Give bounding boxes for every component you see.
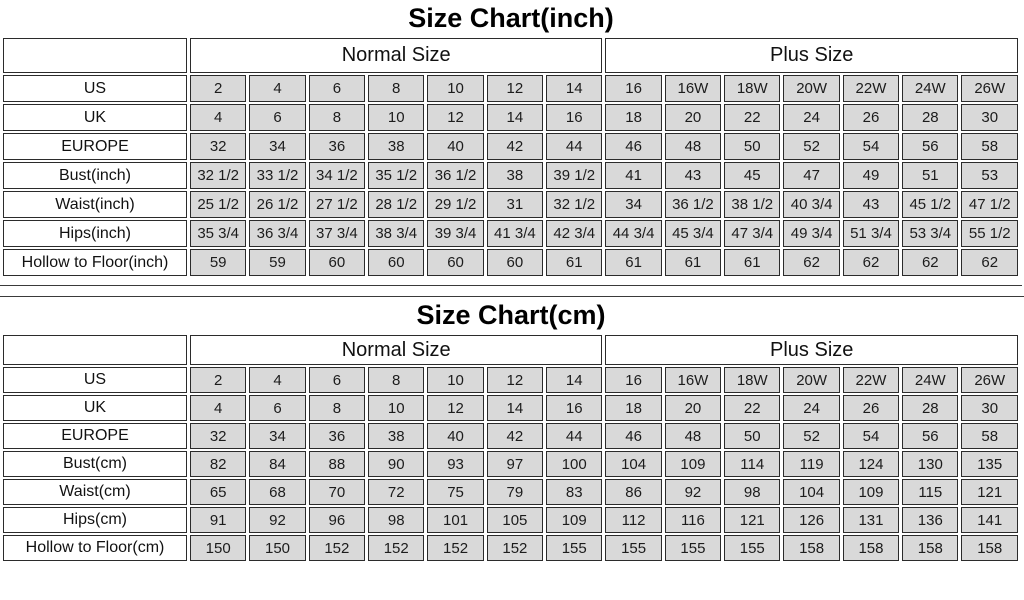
size-cell: 152 [427, 535, 483, 561]
size-cell: 18W [724, 75, 780, 102]
size-cell: 47 [783, 162, 839, 189]
size-cell: 18W [724, 367, 780, 393]
row-label: Waist(cm) [3, 479, 187, 505]
size-cell: 56 [902, 423, 958, 449]
size-cell: 31 [487, 191, 543, 218]
size-cell: 29 1/2 [427, 191, 483, 218]
size-cell: 38 [487, 162, 543, 189]
size-cell: 34 [249, 133, 305, 160]
size-cell: 109 [546, 507, 602, 533]
table-row [3, 423, 1018, 449]
size-cell: 155 [665, 535, 721, 561]
table-row [3, 220, 1018, 247]
size-cell: 26 [843, 395, 899, 421]
size-cell: 45 [724, 162, 780, 189]
size-cell: 35 3/4 [190, 220, 246, 247]
size-cell: 58 [961, 133, 1018, 160]
size-cell: 96 [309, 507, 365, 533]
size-cell: 109 [665, 451, 721, 477]
size-cell: 16 [605, 367, 661, 393]
size-cell: 8 [368, 367, 424, 393]
size-cell: 35 1/2 [368, 162, 424, 189]
size-cell: 33 1/2 [249, 162, 305, 189]
size-cell: 22 [724, 104, 780, 131]
size-cell: 12 [487, 75, 543, 102]
size-cell: 93 [427, 451, 483, 477]
size-cell: 55 1/2 [961, 220, 1018, 247]
size-cell: 22W [843, 367, 899, 393]
size-cell: 53 3/4 [902, 220, 958, 247]
size-cell: 25 1/2 [190, 191, 246, 218]
size-cell: 50 [724, 133, 780, 160]
size-cell: 61 [665, 249, 721, 276]
size-cell: 26 1/2 [249, 191, 305, 218]
size-cell: 18 [605, 395, 661, 421]
size-cell: 30 [961, 395, 1018, 421]
size-cell: 61 [724, 249, 780, 276]
size-cell: 152 [368, 535, 424, 561]
size-cell: 20W [783, 367, 839, 393]
size-cell: 14 [546, 75, 602, 102]
size-cell: 38 3/4 [368, 220, 424, 247]
size-cell: 98 [724, 479, 780, 505]
size-cell: 32 [190, 423, 246, 449]
size-cell: 65 [190, 479, 246, 505]
row-label: UK [3, 104, 187, 131]
size-cell: 10 [368, 104, 424, 131]
size-cell: 59 [190, 249, 246, 276]
size-cell: 46 [605, 133, 661, 160]
size-cell: 38 [368, 423, 424, 449]
size-cell: 98 [368, 507, 424, 533]
size-cell: 10 [368, 395, 424, 421]
size-cell: 39 1/2 [546, 162, 602, 189]
size-cell: 16 [546, 395, 602, 421]
size-cell: 27 1/2 [309, 191, 365, 218]
size-cell: 62 [961, 249, 1018, 276]
size-cell: 14 [487, 395, 543, 421]
size-cell: 46 [605, 423, 661, 449]
table-row [3, 367, 1018, 393]
size-cell: 16 [605, 75, 661, 102]
row-label: UK [3, 395, 187, 421]
table-row [3, 162, 1018, 189]
row-label: US [3, 367, 187, 393]
size-chart-cm-title: Size Chart(cm) [416, 300, 606, 330]
size-cell: 26W [961, 367, 1018, 393]
row-label: Hollow to Floor(inch) [3, 249, 187, 276]
size-cell: 150 [190, 535, 246, 561]
size-cell: 34 1/2 [309, 162, 365, 189]
corner-cell [3, 335, 187, 365]
size-cell: 2 [190, 367, 246, 393]
size-cell: 141 [961, 507, 1018, 533]
size-cell: 37 3/4 [309, 220, 365, 247]
size-cell: 45 3/4 [665, 220, 721, 247]
size-cell: 12 [487, 367, 543, 393]
size-cell: 8 [368, 75, 424, 102]
size-cell: 72 [368, 479, 424, 505]
size-cell: 104 [783, 479, 839, 505]
size-cell: 24W [902, 75, 958, 102]
size-cell: 109 [843, 479, 899, 505]
size-cell: 48 [665, 423, 721, 449]
size-cell: 116 [665, 507, 721, 533]
size-cell: 158 [961, 535, 1018, 561]
size-cell: 112 [605, 507, 661, 533]
size-chart-inch-title: Size Chart(inch) [408, 3, 614, 33]
size-cell: 43 [843, 191, 899, 218]
row-label: Hollow to Floor(cm) [3, 535, 187, 561]
size-cell: 42 3/4 [546, 220, 602, 247]
size-cell: 61 [605, 249, 661, 276]
size-chart-inch-table [0, 36, 1021, 278]
size-cell: 62 [902, 249, 958, 276]
size-cell: 24 [783, 104, 839, 131]
size-cell: 24W [902, 367, 958, 393]
table-row [3, 249, 1018, 276]
size-cell: 32 1/2 [546, 191, 602, 218]
size-cell: 59 [249, 249, 305, 276]
size-cell: 56 [902, 133, 958, 160]
group-header-row [3, 335, 1018, 365]
size-cell: 2 [190, 75, 246, 102]
size-cell: 28 [902, 104, 958, 131]
size-cell: 61 [546, 249, 602, 276]
size-cell: 44 [546, 423, 602, 449]
size-cell: 58 [961, 423, 1018, 449]
size-cell: 26 [843, 104, 899, 131]
row-label: EUROPE [3, 423, 187, 449]
size-cell: 50 [724, 423, 780, 449]
size-cell: 28 [902, 395, 958, 421]
size-cell: 6 [309, 75, 365, 102]
size-cell: 36 3/4 [249, 220, 305, 247]
table-row [3, 395, 1018, 421]
size-cell: 36 [309, 423, 365, 449]
table-row [3, 535, 1018, 561]
table-row [3, 191, 1018, 218]
size-cell: 104 [605, 451, 661, 477]
size-cell: 131 [843, 507, 899, 533]
table-row [3, 451, 1018, 477]
table-row [3, 507, 1018, 533]
size-cell: 20 [665, 395, 721, 421]
size-cell: 97 [487, 451, 543, 477]
size-cell: 51 [902, 162, 958, 189]
size-cell: 49 [843, 162, 899, 189]
size-cell: 152 [309, 535, 365, 561]
size-cell: 30 [961, 104, 1018, 131]
size-cell: 6 [249, 104, 305, 131]
size-cell: 75 [427, 479, 483, 505]
table-row [3, 133, 1018, 160]
size-cell: 84 [249, 451, 305, 477]
size-cell: 126 [783, 507, 839, 533]
size-cell: 42 [487, 133, 543, 160]
size-cell: 60 [487, 249, 543, 276]
size-cell: 26W [961, 75, 1018, 102]
size-cell: 155 [605, 535, 661, 561]
size-cell: 36 [309, 133, 365, 160]
size-cell: 20 [665, 104, 721, 131]
size-cell: 91 [190, 507, 246, 533]
size-cell: 43 [665, 162, 721, 189]
size-cell: 48 [665, 133, 721, 160]
size-cell: 60 [368, 249, 424, 276]
size-cell: 40 [427, 423, 483, 449]
size-cell: 4 [249, 75, 305, 102]
group-header-row [3, 38, 1018, 73]
row-label: Bust(cm) [3, 451, 187, 477]
size-cell: 36 1/2 [427, 162, 483, 189]
size-cell: 32 [190, 133, 246, 160]
size-cell: 158 [902, 535, 958, 561]
size-cell: 28 1/2 [368, 191, 424, 218]
size-cell: 115 [902, 479, 958, 505]
size-cell: 88 [309, 451, 365, 477]
size-cell: 82 [190, 451, 246, 477]
size-cell: 158 [783, 535, 839, 561]
size-cell: 6 [249, 395, 305, 421]
row-label: Waist(inch) [3, 191, 187, 218]
size-cell: 40 3/4 [783, 191, 839, 218]
size-cell: 14 [487, 104, 543, 131]
size-cell: 105 [487, 507, 543, 533]
size-cell: 6 [309, 367, 365, 393]
size-cell: 135 [961, 451, 1018, 477]
size-cell: 92 [665, 479, 721, 505]
row-label: Bust(inch) [3, 162, 187, 189]
size-cell: 8 [309, 104, 365, 131]
size-cell: 52 [783, 133, 839, 160]
size-chart-inch-section [0, 1, 1024, 278]
size-cell: 60 [309, 249, 365, 276]
size-chart-cm-table [0, 333, 1021, 563]
size-cell: 38 [368, 133, 424, 160]
size-cell: 39 3/4 [427, 220, 483, 247]
size-cell: 8 [309, 395, 365, 421]
size-cell: 155 [546, 535, 602, 561]
size-cell: 121 [961, 479, 1018, 505]
size-cell: 45 1/2 [902, 191, 958, 218]
size-chart-cm-section [0, 296, 1024, 563]
corner-cell [3, 38, 187, 73]
size-cell: 92 [249, 507, 305, 533]
size-cell: 10 [427, 367, 483, 393]
size-cell: 41 3/4 [487, 220, 543, 247]
size-cell: 40 [427, 133, 483, 160]
size-cell: 4 [249, 367, 305, 393]
size-cell: 12 [427, 104, 483, 131]
table-row [3, 479, 1018, 505]
size-cell: 16 [546, 104, 602, 131]
row-label: EUROPE [3, 133, 187, 160]
size-cell: 60 [427, 249, 483, 276]
row-label: Hips(cm) [3, 507, 187, 533]
row-label: Hips(inch) [3, 220, 187, 247]
size-cell: 53 [961, 162, 1018, 189]
size-cell: 70 [309, 479, 365, 505]
size-cell: 54 [843, 133, 899, 160]
group-header-normal-size: Normal Size [190, 38, 602, 73]
size-cell: 24 [783, 395, 839, 421]
group-header-plus-size: Plus Size [605, 38, 1018, 73]
size-cell: 47 3/4 [724, 220, 780, 247]
size-cell: 52 [783, 423, 839, 449]
size-cell: 47 1/2 [961, 191, 1018, 218]
size-cell: 62 [843, 249, 899, 276]
size-cell: 20W [783, 75, 839, 102]
size-cell: 4 [190, 104, 246, 131]
size-cell: 121 [724, 507, 780, 533]
size-cell: 42 [487, 423, 543, 449]
size-cell: 16W [665, 75, 721, 102]
size-cell: 10 [427, 75, 483, 102]
size-cell: 34 [605, 191, 661, 218]
size-cell: 114 [724, 451, 780, 477]
size-cell: 130 [902, 451, 958, 477]
size-cell: 22W [843, 75, 899, 102]
section-divider-line [0, 285, 1022, 286]
size-cell: 51 3/4 [843, 220, 899, 247]
size-cell: 155 [724, 535, 780, 561]
size-cell: 136 [902, 507, 958, 533]
size-cell: 14 [546, 367, 602, 393]
size-cell: 79 [487, 479, 543, 505]
size-cell: 12 [427, 395, 483, 421]
size-cell: 101 [427, 507, 483, 533]
size-cell: 44 [546, 133, 602, 160]
size-cell: 4 [190, 395, 246, 421]
size-cell: 18 [605, 104, 661, 131]
size-cell: 44 3/4 [605, 220, 661, 247]
size-cell: 41 [605, 162, 661, 189]
size-cell: 124 [843, 451, 899, 477]
size-cell: 49 3/4 [783, 220, 839, 247]
size-cell: 34 [249, 423, 305, 449]
size-cell: 36 1/2 [665, 191, 721, 218]
group-header-plus-size: Plus Size [605, 335, 1018, 365]
row-label: US [3, 75, 187, 102]
size-cell: 22 [724, 395, 780, 421]
size-cell: 16W [665, 367, 721, 393]
size-cell: 119 [783, 451, 839, 477]
size-cell: 54 [843, 423, 899, 449]
group-header-normal-size: Normal Size [190, 335, 602, 365]
size-cell: 62 [783, 249, 839, 276]
size-cell: 90 [368, 451, 424, 477]
size-cell: 83 [546, 479, 602, 505]
size-cell: 152 [487, 535, 543, 561]
size-cell: 86 [605, 479, 661, 505]
size-cell: 38 1/2 [724, 191, 780, 218]
size-cell: 150 [249, 535, 305, 561]
size-cell: 158 [843, 535, 899, 561]
size-cell: 32 1/2 [190, 162, 246, 189]
size-cell: 68 [249, 479, 305, 505]
size-cell: 100 [546, 451, 602, 477]
table-row [3, 104, 1018, 131]
table-row [3, 75, 1018, 102]
